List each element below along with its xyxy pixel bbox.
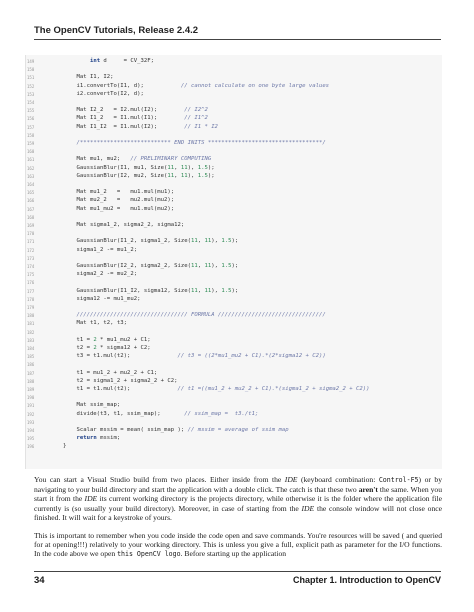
code-line bbox=[63, 124, 218, 130]
code-token: Mat I1_I2 = I1.mul(I2); bbox=[63, 123, 185, 130]
code-line-number: 188 bbox=[27, 378, 35, 384]
code-line bbox=[63, 156, 211, 162]
code-line-number: 195 bbox=[27, 436, 35, 442]
code-line-number: 162 bbox=[27, 165, 35, 171]
code-line-number: 174 bbox=[27, 264, 35, 269]
code-token: Mat I1_2 = I1.mul(I1); bbox=[63, 115, 185, 122]
code-line-number: 150 bbox=[27, 67, 35, 73]
code-line-number: 190 bbox=[27, 395, 35, 401]
footer-rule bbox=[34, 571, 441, 572]
code-line-number: 157 bbox=[27, 124, 35, 130]
code-line bbox=[63, 91, 144, 97]
code-line-number: 170 bbox=[27, 231, 35, 237]
code-token: Mat I2_2 = I2.mul(I2); bbox=[63, 107, 185, 114]
text-run: its current working directory is the projects directory, while otherwise it is the folder where the application file currently is (so usually your build directory). Moreover, in case of starting from the bbox=[34, 494, 442, 513]
code-token: 1.5 bbox=[221, 263, 232, 269]
code-token: ); bbox=[231, 238, 239, 245]
code-token: 1.5 bbox=[221, 238, 232, 245]
code-token: 1.5 bbox=[221, 287, 232, 294]
code-token: 2 bbox=[93, 336, 97, 343]
code-line-number: 186 bbox=[27, 362, 35, 368]
code-line-number: 151 bbox=[27, 75, 35, 81]
code-token: Mat mu1_mu2 = mu1.mul(mu2); bbox=[63, 205, 175, 212]
code-line bbox=[63, 271, 137, 277]
code-line bbox=[63, 411, 258, 417]
code-token: mssim; bbox=[96, 435, 121, 442]
code-line bbox=[63, 345, 151, 351]
code-line bbox=[63, 165, 215, 171]
code-token: GaussianBlur(I1_2, sigma1_2, Size( bbox=[63, 238, 191, 245]
code-token: // I1 * I2 bbox=[184, 123, 218, 130]
code-line bbox=[63, 173, 215, 179]
code-line bbox=[63, 58, 154, 64]
code-token: ///////////////////////////////// FORMULA //////////////////////////////// bbox=[76, 312, 326, 319]
code-line bbox=[63, 378, 178, 384]
code-token: // t1 =((mu1_2 + mu2_2 + C1).*(sigma1_2 + sigma2_2 + C2)) bbox=[177, 386, 370, 392]
code-line-number: 158 bbox=[27, 132, 35, 138]
code-line-number: 196 bbox=[27, 444, 35, 450]
code-line-number: 160 bbox=[27, 149, 35, 155]
code-token: ); bbox=[231, 263, 239, 269]
code-token: * sigma12 + C2; bbox=[96, 345, 151, 351]
code-token: /*************************** END INITS **********************************/ bbox=[76, 140, 326, 146]
code-token: Mat ssim_map; bbox=[63, 402, 121, 409]
code-line-number: 185 bbox=[27, 354, 35, 360]
code-token: ), bbox=[187, 172, 198, 179]
paragraph-working-directory bbox=[34, 531, 442, 560]
code-token bbox=[63, 435, 76, 441]
code-line-number: 177 bbox=[27, 288, 35, 294]
code-token: GaussianBlur(I2, mu2, Size( bbox=[63, 172, 168, 179]
code-token: GaussianBlur(I1, mu1, Size( bbox=[63, 164, 168, 171]
code-token: 11 bbox=[204, 263, 212, 269]
code-line-number: 153 bbox=[27, 91, 35, 97]
code-line-number: 169 bbox=[27, 223, 35, 228]
code-token: ), bbox=[211, 238, 222, 245]
code-token: // cannot calculate on one byte large values bbox=[180, 82, 330, 89]
code-token: sigma12 -= mu1_mu2; bbox=[63, 295, 141, 302]
code-token: t2 = bbox=[63, 345, 94, 351]
code-line-number: 161 bbox=[27, 157, 35, 163]
code-line bbox=[63, 206, 174, 212]
code-token: Scalar mssim = mean( ssim_map ); bbox=[63, 427, 188, 433]
code-token: d = CV_32F; bbox=[100, 58, 154, 64]
code-line bbox=[63, 288, 238, 294]
code-token: ); bbox=[207, 172, 215, 179]
paragraph-visual-studio-build bbox=[34, 475, 442, 522]
code-token: } bbox=[63, 443, 67, 450]
code-line-number: 171 bbox=[27, 239, 35, 245]
code-token: return bbox=[76, 435, 97, 442]
code-token bbox=[63, 140, 76, 146]
code-line bbox=[63, 353, 326, 359]
code-line bbox=[63, 443, 66, 449]
code-token: Mat mu2_2 = mu2.mul(mu2); bbox=[63, 197, 175, 204]
code-line bbox=[63, 263, 238, 269]
code-token: t1 = bbox=[63, 336, 94, 343]
code-token bbox=[63, 58, 90, 64]
code-token: divide(t3, t1, ssim_map); bbox=[63, 410, 185, 417]
text-run: this OpenCV logo bbox=[117, 550, 181, 559]
code-line bbox=[63, 222, 184, 228]
text-run: You can start a Visual Studio build from two places. Either inside from the bbox=[34, 475, 285, 484]
code-line-number: 166 bbox=[27, 198, 35, 204]
text-run: This is important to remember when you code inside the code open and save commands. You're resources will be saved ( and queried for at opening!!!) relatively to your working directory. This is unless you give a full, explicit path as parameter for the I/O functions. In the code above we open bbox=[34, 531, 442, 559]
code-line-number: 175 bbox=[27, 272, 35, 278]
code-line-number: 156 bbox=[27, 116, 35, 122]
code-token: t2 = sigma1_2 + sigma2_2 + C2; bbox=[63, 377, 178, 384]
code-token: , bbox=[174, 164, 181, 171]
code-line-number: 183 bbox=[27, 337, 35, 343]
code-token: 11 bbox=[167, 164, 175, 171]
code-token: , bbox=[197, 287, 205, 294]
code-token: t1 = t1.mul(t2); bbox=[63, 386, 178, 392]
code-token: // t3 = ((2*mu1_mu2 + C1).*(2*sigma12 + C2)) bbox=[177, 353, 326, 360]
code-line bbox=[63, 74, 114, 80]
text-run: (keyboard combination: bbox=[297, 475, 379, 484]
code-line-number: 180 bbox=[27, 313, 35, 319]
code-token: GaussianBlur(I2_2, sigma2_2, Size( bbox=[63, 263, 191, 269]
code-line-number: 184 bbox=[27, 346, 35, 351]
code-token: 1.5 bbox=[197, 164, 208, 171]
code-token: , bbox=[197, 238, 205, 245]
code-token: * mu1_mu2 + C1; bbox=[96, 336, 151, 343]
code-line-number: 187 bbox=[27, 370, 35, 376]
code-token: 11 bbox=[190, 263, 198, 269]
code-line-number: 149 bbox=[27, 59, 35, 64]
code-line-number: 159 bbox=[27, 141, 35, 146]
code-line-number: 173 bbox=[27, 255, 35, 261]
code-line-number: 163 bbox=[27, 173, 35, 179]
code-token: Mat sigma1_2, sigma2_2, sigma12; bbox=[63, 222, 185, 228]
code-token: 11 bbox=[204, 287, 212, 294]
code-token: 11 bbox=[180, 164, 188, 171]
code-line-number: 191 bbox=[27, 403, 35, 409]
code-line-number: 168 bbox=[27, 214, 35, 220]
code-token: i1.convertTo(I1, d); bbox=[63, 82, 181, 89]
page-number: 34 bbox=[34, 575, 45, 586]
code-line-number: 194 bbox=[27, 428, 35, 433]
code-line-number: 167 bbox=[27, 206, 35, 212]
code-line bbox=[63, 427, 289, 433]
code-line-number: 154 bbox=[27, 100, 35, 105]
code-token: // ssim_map = t3./t1; bbox=[184, 410, 259, 417]
text-run: IDE bbox=[84, 494, 98, 504]
code-token: 11 bbox=[190, 287, 198, 294]
code-token: sigma2_2 -= mu2_2; bbox=[63, 271, 138, 278]
code-token: t3 = t1.mul(t2); bbox=[63, 353, 178, 360]
code-token: int bbox=[89, 58, 101, 64]
code-line bbox=[63, 115, 208, 121]
header-rule bbox=[34, 39, 441, 40]
code-token: ), bbox=[187, 164, 198, 171]
code-line bbox=[63, 435, 120, 441]
code-line bbox=[63, 238, 238, 244]
code-line-number: 155 bbox=[27, 108, 35, 114]
code-token: Mat mu1_2 = mu1.mul(mu1); bbox=[63, 189, 175, 196]
text-run: . Before starting up the application bbox=[180, 549, 287, 559]
code-token: i2.convertTo(I2, d); bbox=[63, 90, 144, 97]
code-line-number: 172 bbox=[27, 247, 35, 253]
code-line bbox=[63, 320, 127, 326]
code-line bbox=[63, 386, 369, 392]
code-token: 1.5 bbox=[197, 172, 208, 179]
code-line bbox=[63, 370, 157, 376]
code-line-number: 152 bbox=[27, 83, 35, 89]
text-run: aren't bbox=[358, 485, 378, 495]
code-token: sigma1_2 -= mu1_2; bbox=[63, 246, 138, 253]
code-token: ), bbox=[211, 287, 222, 294]
code-line-number: 189 bbox=[27, 387, 35, 392]
code-token: Mat t1, t2, t3; bbox=[63, 320, 127, 327]
running-header: The OpenCV Tutorials, Release 2.4.2 bbox=[34, 25, 199, 36]
code-line-number: 192 bbox=[27, 411, 35, 417]
text-run: IDE bbox=[284, 475, 298, 484]
code-token: GaussianBlur(I1_I2, sigma12, Size( bbox=[63, 287, 191, 294]
code-line bbox=[63, 247, 137, 253]
code-token: Mat mu1, mu2; bbox=[63, 156, 131, 163]
code-line-number: 165 bbox=[27, 190, 35, 196]
code-line bbox=[63, 107, 208, 113]
code-line-number: 181 bbox=[27, 321, 35, 327]
code-line bbox=[63, 83, 329, 89]
code-token: t1 = mu1_2 + mu2_2 + C1; bbox=[63, 369, 158, 376]
code-token: // PRELIMINARY COMPUTING bbox=[130, 156, 212, 163]
chapter-title: Chapter 1. Introduction to OpenCV bbox=[293, 575, 441, 585]
text-run: IDE bbox=[301, 503, 315, 513]
code-line bbox=[63, 189, 174, 195]
code-token: // I1^2 bbox=[184, 115, 208, 122]
code-token: ), bbox=[211, 263, 222, 269]
code-line bbox=[63, 296, 140, 302]
code-token bbox=[63, 312, 76, 318]
code-line-number: 179 bbox=[27, 305, 35, 310]
code-line bbox=[63, 337, 151, 343]
text-run: Control-F5 bbox=[378, 476, 419, 484]
code-token: // I2^2 bbox=[184, 107, 208, 114]
text-run: the same. When you start it from the bbox=[34, 485, 442, 504]
text-run: ) or by navigating to your build directory and start the application with a double click. The catch is that these two bbox=[34, 475, 442, 495]
code-token: , bbox=[174, 172, 181, 179]
code-line bbox=[63, 197, 174, 203]
code-token: ); bbox=[207, 164, 215, 171]
code-line-number: 176 bbox=[27, 280, 35, 286]
code-line-number: 178 bbox=[27, 296, 35, 302]
code-token: 11 bbox=[190, 238, 198, 245]
code-line-number: 182 bbox=[27, 329, 35, 335]
code-token: 11 bbox=[204, 238, 212, 245]
code-token: 11 bbox=[180, 172, 188, 179]
code-line-number: 164 bbox=[27, 182, 35, 187]
code-line bbox=[63, 312, 326, 318]
code-token: 11 bbox=[167, 172, 175, 179]
code-line bbox=[63, 140, 326, 146]
code-line-number: 193 bbox=[27, 419, 35, 425]
code-line bbox=[63, 402, 120, 408]
code-token: 2 bbox=[93, 345, 97, 351]
code-token: Mat I1, I2; bbox=[63, 74, 114, 81]
code-token: , bbox=[197, 263, 205, 269]
code-token: // mssim = average of ssim map bbox=[187, 427, 289, 433]
code-token: ); bbox=[231, 287, 239, 294]
text-run: the console window will not close once finished. It will wait for a keystroke of yours. bbox=[34, 503, 442, 522]
